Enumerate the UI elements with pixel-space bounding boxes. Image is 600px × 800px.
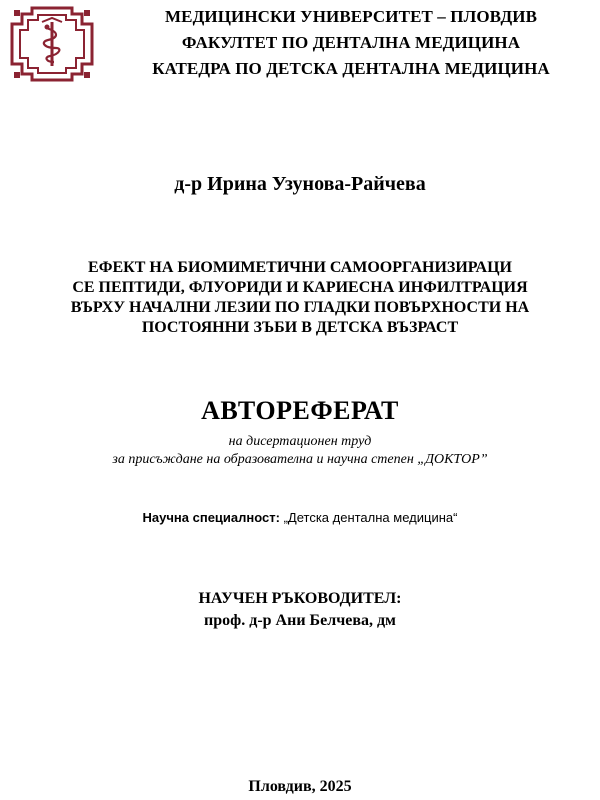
faculty-name: ФАКУЛТЕТ ПО ДЕНТАЛНА МЕДИЦИНА (181, 33, 521, 52)
institution-header (110, 4, 592, 82)
subtitle-line: на дисертационен труд (228, 434, 372, 449)
specialty-label: Научна специалност: (142, 510, 280, 525)
title-line: ВЪРХУ НАЧАЛНИ ЛЕЗИИ ПО ГЛАДКИ ПОВЪРХНОСТИ НА (70, 299, 530, 316)
document-type: АВТОРЕФЕРАТ (201, 396, 399, 425)
document-subtitle (0, 433, 600, 469)
university-name: МЕДИЦИНСКИ УНИВЕРСИТЕТ – ПЛОВДИВ (164, 7, 538, 26)
place-and-year: Пловдив, 2025 (248, 778, 352, 795)
author-name: д-р Ирина Узунова-Райчева (174, 173, 426, 195)
title-line: ЕФЕКТ НА БИОМИМЕТИЧНИ САМООРГАНИЗИРАЦИ (88, 259, 512, 276)
supervisor-label: НАУЧЕН РЪКОВОДИТЕЛ: (198, 590, 402, 607)
title-line: ПОСТОЯННИ ЗЪБИ В ДЕТСКА ВЪЗРАСТ (141, 319, 459, 336)
scientific-specialty (0, 510, 600, 525)
scientific-supervisor (0, 588, 600, 632)
dissertation-title (10, 258, 590, 338)
subtitle-line: за присъждане на образователна и научна степен „ДОКТОР” (112, 452, 488, 467)
supervisor-name: проф. д-р Ани Белчева, дм (204, 612, 396, 629)
university-seal-icon (8, 4, 96, 84)
title-line: СЕ ПЕПТИДИ, ФЛУОРИДИ И КАРИЕСНА ИНФИЛТРАЦИЯ (72, 279, 528, 296)
specialty-value: „Детска дентална медицина“ (283, 510, 458, 525)
department-name: КАТЕДРА ПО ДЕТСКА ДЕНТАЛНА МЕДИЦИНА (152, 59, 550, 78)
